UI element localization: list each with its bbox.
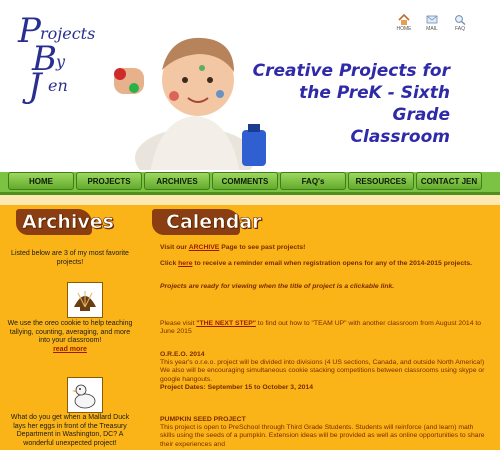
toplink-home-label: HOME bbox=[396, 26, 412, 32]
tagline-line-3: Classroom bbox=[350, 127, 450, 147]
duck-project-blurb: What do you get when a Mallard Duck lays her eggs in front of the Treasury Department in Washington, DC? A wonderful unexpected project! bbox=[10, 414, 130, 447]
magnifier-icon bbox=[454, 14, 466, 25]
pumpkin-seed-entry bbox=[160, 416, 490, 449]
toplink-home[interactable] bbox=[392, 14, 416, 32]
toplink-mail-label: MAIL bbox=[426, 26, 438, 32]
calendar-column bbox=[150, 205, 500, 450]
logo-letter-b: B bbox=[32, 39, 57, 79]
logo-letter-j: J bbox=[28, 66, 42, 106]
oreo-2014-title: O.R.E.O. 2014 bbox=[160, 351, 205, 358]
calendar-title: Calendar bbox=[166, 211, 262, 233]
logo-word-en: en bbox=[48, 76, 68, 95]
nav-contact-jen[interactable]: CONTACT JEN bbox=[416, 172, 482, 190]
nav-projects[interactable]: PROJECTS bbox=[76, 172, 142, 190]
tagline-line-1: Creative Projects for bbox=[252, 61, 450, 81]
nav-home[interactable]: HOME bbox=[8, 172, 74, 190]
logo-letter-p: P bbox=[18, 11, 41, 51]
reminder-here-link[interactable]: here bbox=[178, 260, 193, 267]
main-navigation bbox=[8, 172, 484, 190]
tagline-line-2: the PreK - Sixth Grade bbox=[299, 83, 450, 125]
duck-project-thumbnail[interactable] bbox=[67, 377, 103, 413]
oreo-2014-body-1: This year's o.r.e.o. project will be divided into divisions (4 US sections, Canada, and outside North America!) bbox=[160, 359, 485, 367]
nav-resources[interactable]: RESOURCES bbox=[348, 172, 414, 190]
nav-underline-stripe bbox=[0, 195, 500, 205]
site-tagline bbox=[250, 60, 450, 148]
top-utility-links bbox=[392, 14, 472, 32]
next-post: to find out how to "TEAM UP" with another classroom from August 2014 to June 2015 bbox=[160, 320, 482, 336]
house-icon bbox=[398, 14, 410, 25]
toplink-faq-label: FAQ bbox=[454, 26, 465, 32]
reminder-email-text bbox=[160, 260, 490, 268]
visit-post: Page to see past projects! bbox=[219, 244, 306, 251]
toplink-mail[interactable] bbox=[420, 14, 444, 32]
mail-icon bbox=[426, 14, 438, 25]
archives-title: Archives bbox=[22, 211, 114, 233]
site-header bbox=[0, 0, 500, 172]
visit-archive-text bbox=[160, 244, 490, 252]
archives-intro: Listed below are 3 of my most favorite projects! bbox=[11, 250, 129, 266]
archive-page-link[interactable]: ARCHIVE bbox=[188, 244, 220, 251]
duck-icon bbox=[68, 378, 102, 412]
toplink-faq[interactable] bbox=[448, 14, 472, 32]
click-pre: Click bbox=[160, 260, 179, 267]
pumpkin-seed-body: This project is open to PreSchool through Third Grade Students. Students will reinforce (and learn) math skills using the seeds of a pumpkin. Extension ideas will be provided as well as online opportunities to share their experiences and bbox=[160, 424, 485, 448]
oreo-read-more-link[interactable]: read more bbox=[53, 345, 87, 353]
oreo-2014-dates: Project Dates: September 15 to October 3, 2014 bbox=[160, 383, 313, 391]
next-step-text bbox=[160, 320, 490, 336]
nav-comments[interactable]: COMMENTS bbox=[212, 172, 278, 190]
projects-ready-note: Projects are ready for viewing when the title of project is a clickable link. bbox=[160, 283, 395, 290]
logo-word-rojects: rojects bbox=[40, 24, 96, 43]
oreo-2014-entry bbox=[160, 351, 490, 392]
oreo-project-text: We use the oreo cookie to help teaching tallying, counting, averaging, and more into your classroom! bbox=[7, 320, 133, 344]
shell-icon bbox=[68, 283, 102, 317]
click-post: to receive a reminder email when registration opens for any of the 2014-2015 projects. bbox=[192, 260, 473, 267]
pumpkin-seed-title: PUMPKIN SEED PROJECT bbox=[160, 416, 246, 423]
oreo-project-blurb bbox=[4, 320, 136, 354]
oreo-project-thumbnail[interactable] bbox=[67, 282, 103, 318]
oreo-2014-body-2: We also will be encouraging simultaneous cookie stacking competitions between classrooms using skype or google hangouts. bbox=[160, 367, 485, 383]
visit-pre: Visit our bbox=[160, 244, 189, 251]
next-pre: Please visit bbox=[160, 320, 197, 327]
logo-word-y: y bbox=[56, 52, 66, 71]
nav-archives[interactable]: ARCHIVES bbox=[144, 172, 210, 190]
next-step-link[interactable]: "THE NEXT STEP" bbox=[196, 320, 256, 327]
nav-faqs[interactable]: FAQ's bbox=[280, 172, 346, 190]
archives-column bbox=[0, 205, 140, 450]
